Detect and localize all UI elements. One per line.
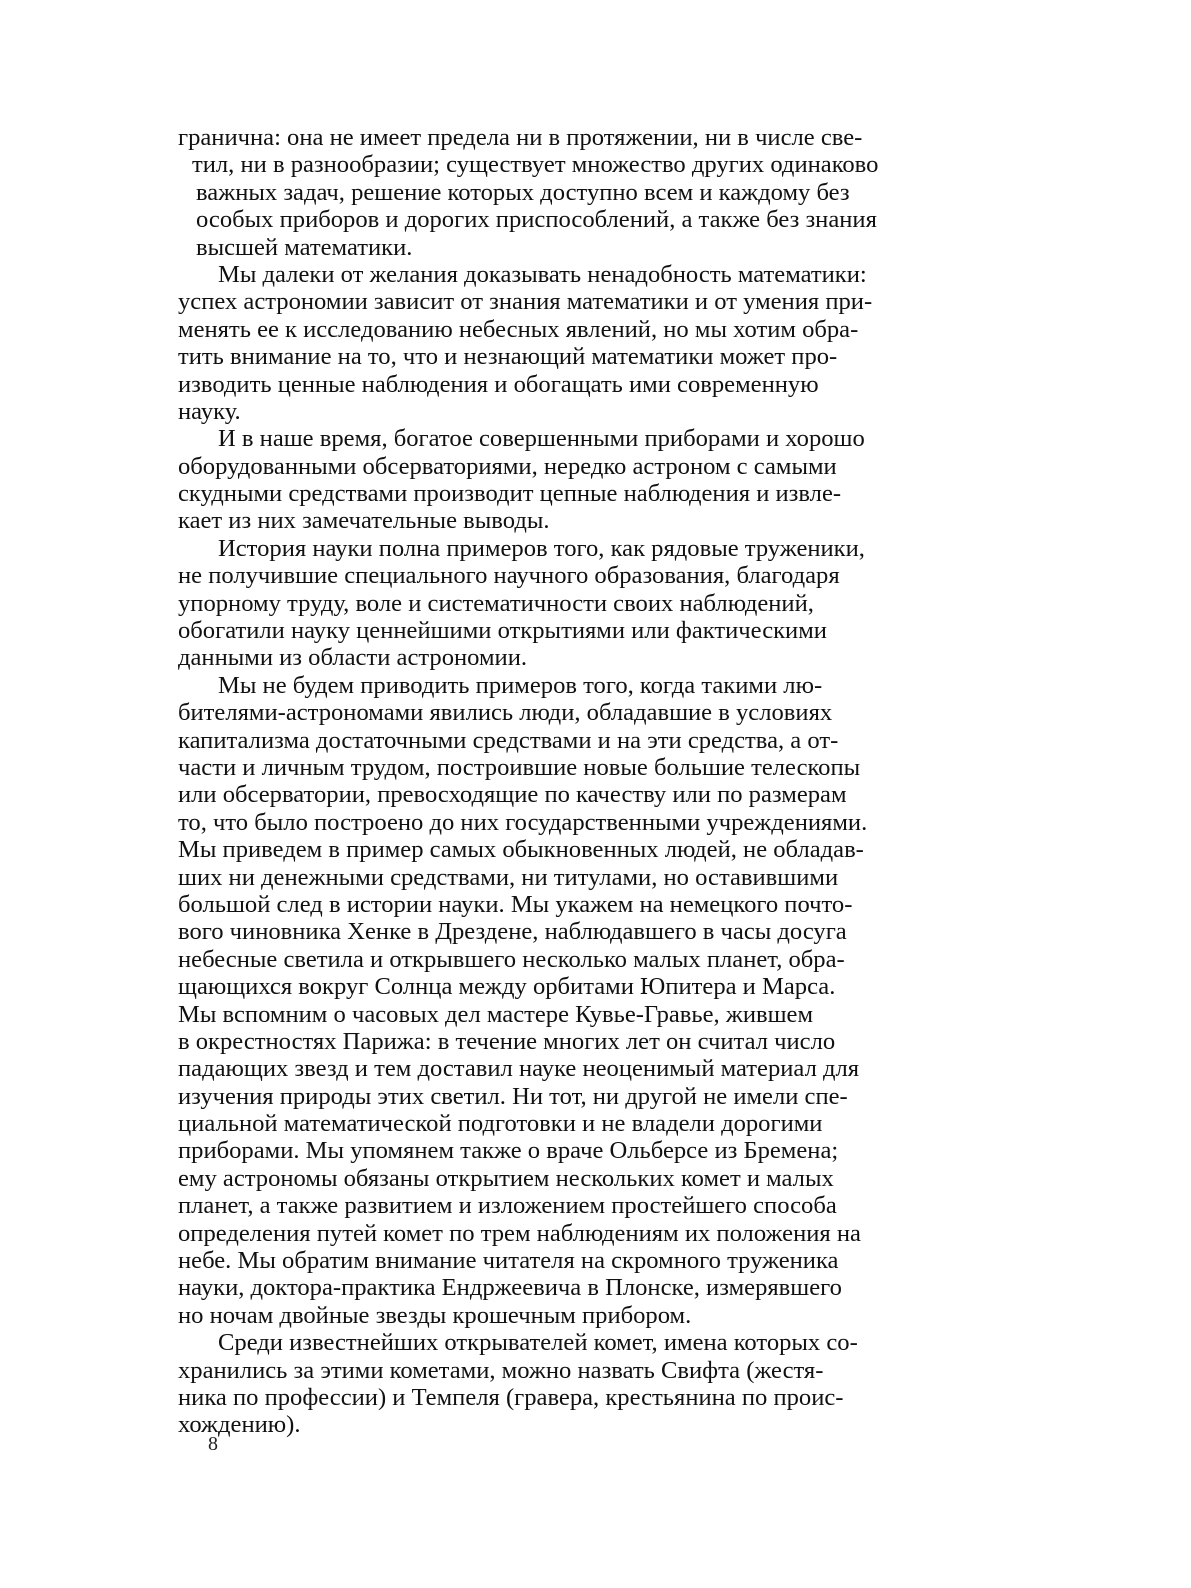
text-line: изводить ценные наблюдения и обогащать ими современную bbox=[178, 370, 819, 398]
text-line: Мы приведем в пример самых обыкновенных людей, не обладав- bbox=[178, 836, 864, 864]
paragraph-3 bbox=[178, 425, 982, 535]
text-line: вого чиновника Хенке в Дрездене, наблюдавшего в часы досуга bbox=[178, 918, 847, 946]
text-line: тил, ни в разнообразии; существует множество других одинаково bbox=[192, 151, 879, 179]
page-number: 8 bbox=[208, 1433, 218, 1455]
text-line: гранична: она не имеет предела ни в протяжении, ни в числе све- bbox=[178, 124, 863, 151]
text-line: небесные светила и открывшего несколько малых планет, обра- bbox=[178, 945, 845, 973]
text-line: тить внимание на то, что и незнающий математики может про- bbox=[178, 343, 838, 371]
text-line: циальной математической подготовки и не владели дорогими bbox=[178, 1110, 823, 1138]
paragraph-2 bbox=[178, 261, 982, 425]
body-text bbox=[178, 124, 982, 1439]
text-line: Среди известнейших открывателей комет, имена которых со- bbox=[218, 1329, 858, 1357]
text-line: планет, а также развитием и изложением простейшего способа bbox=[178, 1192, 837, 1220]
text-line: бителями-астрономами явились люди, обладавшие в условиях bbox=[178, 699, 833, 727]
text-line: хранились за этими кометами, можно назвать Свифта (жестя- bbox=[178, 1356, 824, 1384]
text-line: ших ни денежными средствами, ни титулами, но оставившими bbox=[178, 863, 839, 891]
text-line: ему астрономы обязаны открытием нескольких комет и малых bbox=[178, 1164, 834, 1192]
text-line: обогатили науку ценнейшими открытиями или фактическими bbox=[178, 617, 827, 645]
paragraph-4 bbox=[178, 535, 982, 672]
text-line: приборами. Мы упомянем также о враче Ольберсе из Бремена; bbox=[178, 1137, 839, 1165]
text-line: оборудованными обсерваториями, нередко астроном с самыми bbox=[178, 452, 837, 480]
text-line: История науки полна примеров того, как рядовые труженики, bbox=[218, 534, 865, 562]
text-line: ника по профессии) и Темпеля (гравера, крестьянина по проис- bbox=[178, 1383, 844, 1411]
text-line: Мы вспомним о часовых дел мастере Кувье-Гравье, жившем bbox=[178, 1000, 814, 1028]
text-line: науку. bbox=[178, 397, 241, 425]
text-line: успех астрономии зависит от знания математики и от умения при- bbox=[178, 288, 873, 316]
text-line: Мы не будем приводить примеров того, когда такими лю- bbox=[218, 671, 823, 699]
text-line: кает из них замечательные выводы. bbox=[178, 507, 550, 535]
text-line: но ночам двойные звезды крошечным прибором. bbox=[178, 1301, 692, 1329]
text-line: большой след в истории науки. Мы укажем на немецкого почто- bbox=[178, 890, 853, 918]
text-line: Мы далеки от желания доказывать ненадобность математики: bbox=[218, 260, 867, 288]
text-line: или обсерватории, превосходящие по качеству или по размерам bbox=[178, 781, 847, 809]
text-line: данными из области астрономии. bbox=[178, 644, 528, 672]
text-line: науки, доктора-практика Ендржеевича в Плонске, измерявшего bbox=[178, 1274, 842, 1302]
text-line: И в наше время, богатое совершенными приборами и хорошо bbox=[218, 425, 865, 453]
text-line: упорному труду, воле и систематичности своих наблюдений, bbox=[178, 589, 814, 617]
text-line: скудными средствами производит цепные наблюдения и извле- bbox=[178, 480, 842, 508]
text-line: небе. Мы обратим внимание читателя на скромного труженика bbox=[178, 1247, 839, 1275]
text-line: менять ее к исследованию небесных явлений, но мы хотим обра- bbox=[178, 315, 859, 343]
paragraph-6 bbox=[178, 1329, 982, 1439]
text-line: капитализма достаточными средствами и на эти средства, а от- bbox=[178, 726, 839, 754]
text-line: щающихся вокруг Солнца между орбитами Юпитера и Марса. bbox=[178, 973, 836, 1001]
text-line: особых приборов и дорогих приспособлений, а также без знания bbox=[196, 206, 877, 234]
text-line: то, что было построено до них государственными учреждениями. bbox=[178, 808, 868, 836]
text-line: изучения природы этих светил. Ни тот, ни другой не имели спе- bbox=[178, 1082, 848, 1110]
text-line: падающих звезд и тем доставил науке неоценимый материал для bbox=[178, 1055, 860, 1083]
text-line: части и личным трудом, построившие новые большие телескопы bbox=[178, 753, 861, 781]
paragraph-1 bbox=[178, 124, 982, 261]
text-line: определения путей комет по трем наблюдениям их положения на bbox=[178, 1219, 861, 1247]
paragraph-5 bbox=[178, 672, 982, 1329]
text-line: важных задач, решение которых доступно всем и каждому без bbox=[196, 178, 850, 206]
text-line: хождению). bbox=[178, 1411, 301, 1439]
text-line: высшей математики. bbox=[196, 233, 413, 261]
text-line: не получившие специального научного образования, благодаря bbox=[178, 562, 840, 590]
text-line: в окрестностях Парижа: в течение многих лет он считал число bbox=[178, 1027, 836, 1055]
